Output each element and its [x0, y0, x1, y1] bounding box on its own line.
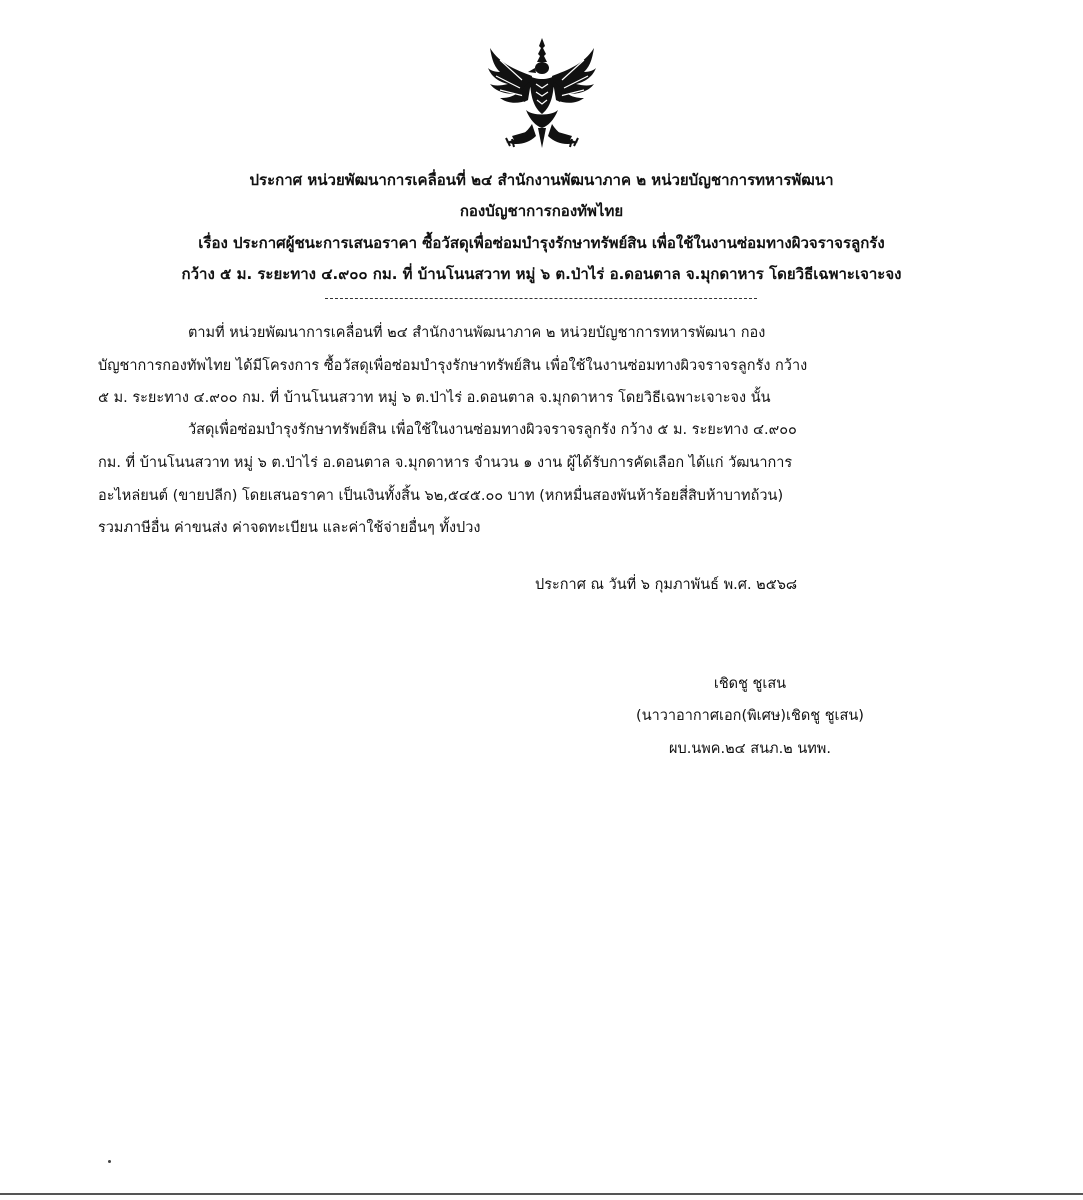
- dashed-divider: [325, 298, 757, 299]
- paragraph-2-line-2: กม. ที่ บ้านโนนสวาท หมู่ ๖ ต.ป่าไร่ อ.ดอนตาล จ.มุกดาหาร จำนวน ๑ งาน ผู้ได้รับการคัดเลือก ได้แก่ วัฒนาการ: [98, 455, 793, 471]
- paragraph-2-line-3: อะไหล่ยนต์ (ขายปลีก) โดยเสนอราคา เป็นเงินทั้งสิ้น ๖๒,๕๔๕.๐๐ บาท (หกหมื่นสองพันห้าร้อยสี่สิบห้าบาทถ้วน): [98, 488, 784, 504]
- announcement-title-line-2: กองบัญชาการกองทัพไทย: [459, 202, 624, 220]
- announcement-date: ประกาศ ณ วันที่ ๖ กุมภาพันธ์ พ.ศ. ๒๕๖๘: [535, 577, 798, 593]
- paragraph-1-line-2: บัญชาการกองทัพไทย ได้มีโครงการ ซื้อวัสดุเพื่อซ่อมบำรุงรักษาทรัพย์สิน เพื่อใช้ในงานซ่อมทางผิวจราจรลูกรัง กว้าง: [98, 358, 808, 374]
- signatory-full-name: (นาวาอากาศเอก(พิเศษ)เชิดชู ชูเสน): [636, 708, 864, 724]
- announcement-title-line-1: ประกาศ หน่วยพัฒนาการเคลื่อนที่ ๒๔ สำนักงานพัฒนาภาค ๒ หน่วยบัญชาการทหารพัฒนา: [249, 171, 834, 189]
- paragraph-1-line-3: ๕ ม. ระยะทาง ๔.๙๐๐ กม. ที่ บ้านโนนสวาท หมู่ ๖ ต.ป่าไร่ อ.ดอนตาล จ.มุกดาหาร โดยวิธีเฉพาะเจาะจง นั้น: [98, 390, 771, 406]
- garuda-emblem-icon: [486, 36, 598, 152]
- paragraph-1-line-1: ตามที่ หน่วยพัฒนาการเคลื่อนที่ ๒๔ สำนักงานพัฒนาภาค ๒ หน่วยบัญชาการทหารพัฒนา กอง: [188, 325, 766, 341]
- signature-name: เชิดชู ชูเสน: [713, 676, 787, 692]
- signatory-position: ผบ.นพค.๒๔ สนภ.๒ นทพ.: [669, 741, 831, 757]
- subject-line-2: กว้าง ๕ ม. ระยะทาง ๔.๙๐๐ กม. ที่ บ้านโนนสวาท หมู่ ๖ ต.ป่าไร่ อ.ดอนตาล จ.มุกดาหาร โดยวิธีเฉพาะเจาะจง: [181, 265, 902, 283]
- paragraph-2-line-1: วัสดุเพื่อซ่อมบำรุงรักษาทรัพย์สิน เพื่อใช้ในงานซ่อมทางผิวจราจรลูกรัง กว้าง ๕ ม. ระยะทาง ๔.๙๐๐: [188, 422, 797, 438]
- scan-speck: [108, 1160, 111, 1163]
- paragraph-2-line-4: รวมภาษีอื่น ค่าขนส่ง ค่าจดทะเบียน และค่าใช้จ่ายอื่นๆ ทั้งปวง: [98, 520, 481, 536]
- subject-line-1: เรื่อง ประกาศผู้ชนะการเสนอราคา ซื้อวัสดุเพื่อซ่อมบำรุงรักษาทรัพย์สิน เพื่อใช้ในงานซ่อมทางผิวจราจรลูกรัง: [198, 234, 885, 252]
- scan-bottom-edge: [0, 1193, 1083, 1195]
